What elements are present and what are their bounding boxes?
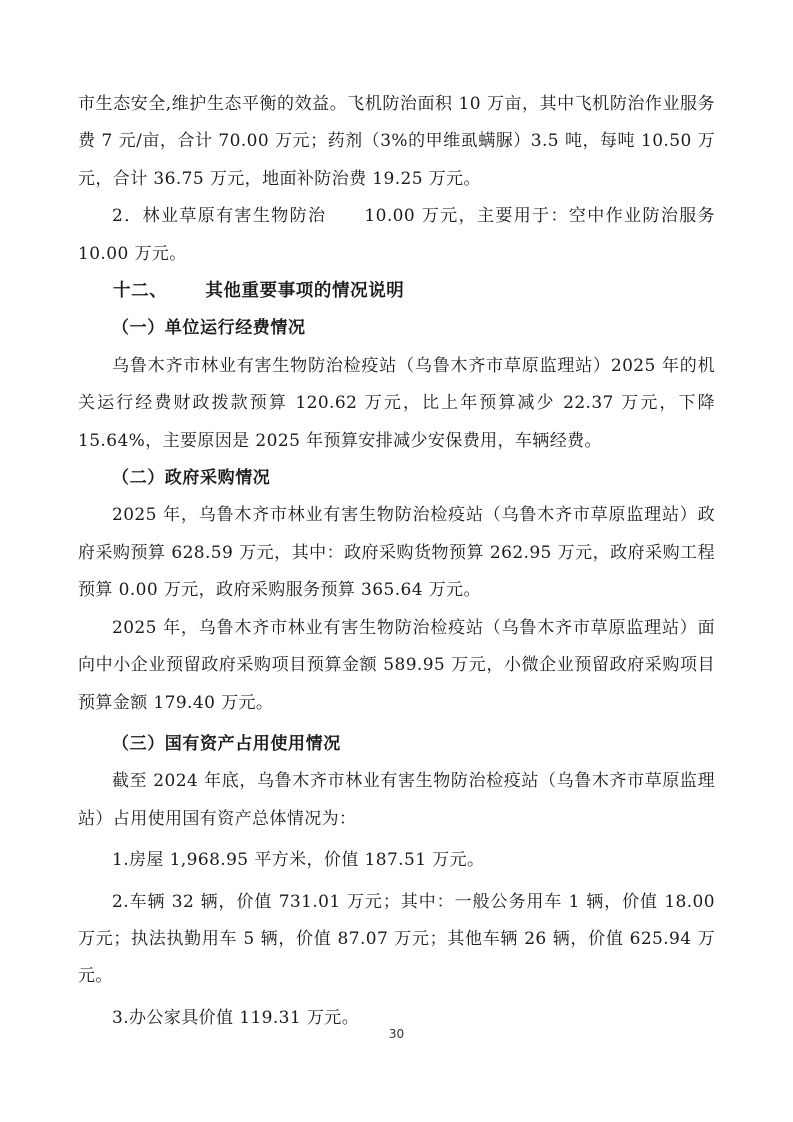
page-body <box>78 86 715 1037</box>
list-item-buildings: 1.房屋 1,968.95 平方米，价值 187.51 万元。 <box>112 850 485 871</box>
list-item-office-furniture: 3.办公家具价值 119.31 万元。 <box>112 1007 360 1028</box>
paragraph-operating-expenses: 乌鲁木齐市林业有害生物防治检疫站（乌鲁木齐市草原监理站）2025 年的机关运行经费财政拨款预算 120.62 万元，比上年预算减少 22.37 万元，下降 15.64%，主要原因是 2025 年预算安排减少安保费用，车辆经费。 <box>78 355 715 451</box>
list-item-vehicles: 2.车辆 32 辆，价值 731.01 万元；其中：一般公务用车 1 辆，价值 18.00 万元；执法执勤用车 5 辆，价值 87.07 万元；其他车辆 26 辆，价值 625.94 万元。 <box>78 891 715 987</box>
paragraph-aerial-control-costs: 市生态安全,维护生态平衡的效益。飞机防治面积 10 万亩，其中飞机防治作业服务费 7 元/亩，合计 70.00 万元；药剂（3%的甲维虱螨脲）3.5 吨，每吨 10.50 万元，合计 36.75 万元，地面补防治费 19.25 万元。 <box>78 94 715 189</box>
page-number: 30 <box>388 1027 405 1041</box>
subheading-government-procurement: （二）政府采购情况 <box>112 468 271 489</box>
paragraph-state-assets-overview: 截至 2024 年底，乌鲁木齐市林业有害生物防治检疫站（乌鲁木齐市草原监理站）占用使用国有资产总体情况为： <box>78 771 715 829</box>
section-heading-12 <box>78 273 715 310</box>
subheading-state-assets: （三）国有资产占用使用情况 <box>112 733 341 754</box>
section-title: 其他重要事项的情况说明 <box>205 281 405 302</box>
item-detail: 10.00 万元，主要用于：空中作业防治服务 10.00 万元。 <box>78 206 715 264</box>
paragraph-sme-reserved-procurement: 2025 年，乌鲁木齐市林业有害生物防治检疫站（乌鲁木齐市草原监理站）面向中小企业预留政府采购项目预算金额 589.95 万元，小微企业预留政府采购项目预算金额 179.40 万元。 <box>78 617 715 713</box>
paragraph-forest-grassland-pest-control <box>78 198 715 273</box>
item-label: 2．林业草原有害生物防治 <box>112 206 327 227</box>
section-number: 十二、 <box>113 281 168 302</box>
subheading-operating-expenses: （一）单位运行经费情况 <box>112 318 306 339</box>
paragraph-procurement-budget: 2025 年，乌鲁木齐市林业有害生物防治检疫站（乌鲁木齐市草原监理站）政府采购预算 628.59 万元，其中：政府采购货物预算 262.95 万元，政府采购工程预算 0.00 万元，政府采购服务预算 365.64 万元。 <box>78 505 715 601</box>
